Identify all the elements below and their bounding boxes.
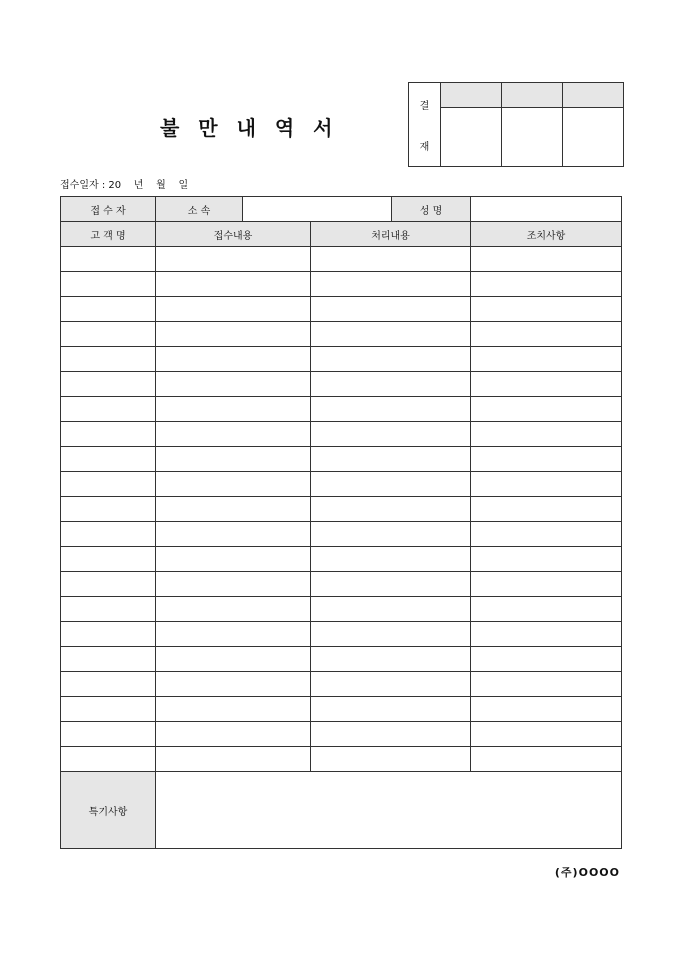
customer-cell[interactable]	[61, 422, 156, 447]
approval-header-cell-3	[563, 83, 624, 108]
processed-content-cell[interactable]	[311, 522, 471, 547]
action-cell[interactable]	[471, 672, 622, 697]
action-cell[interactable]	[471, 247, 622, 272]
approval-box	[408, 82, 624, 167]
processed-content-cell[interactable]	[311, 372, 471, 397]
dept-field[interactable]	[243, 197, 392, 222]
received-content-cell[interactable]	[156, 597, 311, 622]
received-content-cell[interactable]	[156, 272, 311, 297]
customer-cell[interactable]	[61, 597, 156, 622]
processed-content-cell[interactable]	[311, 247, 471, 272]
notes-label: 특기사항	[61, 772, 156, 849]
customer-cell[interactable]	[61, 747, 156, 772]
column-header-processed: 처리내용	[311, 222, 471, 247]
column-header-action: 조치사항	[471, 222, 622, 247]
column-header-received: 접수내용	[156, 222, 311, 247]
action-cell[interactable]	[471, 447, 622, 472]
document-title: 불 만 내 역 서	[160, 116, 339, 140]
table-row	[61, 297, 622, 322]
customer-cell[interactable]	[61, 397, 156, 422]
customer-cell[interactable]	[61, 372, 156, 397]
table-row	[61, 397, 622, 422]
received-content-cell[interactable]	[156, 672, 311, 697]
customer-cell[interactable]	[61, 722, 156, 747]
customer-cell[interactable]	[61, 347, 156, 372]
processed-content-cell[interactable]	[311, 647, 471, 672]
received-content-cell[interactable]	[156, 697, 311, 722]
dept-label: 소 속	[156, 197, 243, 222]
table-row	[61, 647, 622, 672]
received-content-cell[interactable]	[156, 347, 311, 372]
processed-content-cell[interactable]	[311, 572, 471, 597]
received-content-cell[interactable]	[156, 622, 311, 647]
customer-cell[interactable]	[61, 647, 156, 672]
received-content-cell[interactable]	[156, 722, 311, 747]
table-row	[61, 572, 622, 597]
processed-content-cell[interactable]	[311, 547, 471, 572]
column-header-customer: 고 객 명	[61, 222, 156, 247]
name-field[interactable]	[471, 197, 622, 222]
table-row	[61, 447, 622, 472]
customer-cell[interactable]	[61, 572, 156, 597]
processed-content-cell[interactable]	[311, 497, 471, 522]
received-content-cell[interactable]	[156, 572, 311, 597]
notes-field[interactable]	[156, 772, 622, 849]
table-row	[61, 247, 622, 272]
processed-content-cell[interactable]	[311, 422, 471, 447]
table-row	[61, 422, 622, 447]
processed-content-cell[interactable]	[311, 272, 471, 297]
customer-cell[interactable]	[61, 322, 156, 347]
approval-label-top: 결	[419, 100, 430, 112]
received-content-cell[interactable]	[156, 472, 311, 497]
table-row	[61, 497, 622, 522]
received-content-cell[interactable]	[156, 247, 311, 272]
approval-sign-cell-1[interactable]	[441, 108, 502, 167]
action-cell[interactable]	[471, 397, 622, 422]
receipt-date[interactable]: 접수일자 : 20 년 월 일	[60, 180, 189, 191]
customer-cell[interactable]	[61, 697, 156, 722]
processed-content-cell[interactable]	[311, 447, 471, 472]
action-cell[interactable]	[471, 622, 622, 647]
table-row	[61, 672, 622, 697]
processed-content-cell[interactable]	[311, 722, 471, 747]
processed-content-cell[interactable]	[311, 322, 471, 347]
company-name: (주)OOOO	[554, 866, 620, 879]
approval-sign-cell-3[interactable]	[563, 108, 624, 167]
action-cell[interactable]	[471, 697, 622, 722]
customer-cell[interactable]	[61, 547, 156, 572]
processed-content-cell[interactable]	[311, 747, 471, 772]
received-content-cell[interactable]	[156, 522, 311, 547]
processed-content-cell[interactable]	[311, 472, 471, 497]
processed-content-cell[interactable]	[311, 697, 471, 722]
customer-cell[interactable]	[61, 297, 156, 322]
customer-cell[interactable]	[61, 247, 156, 272]
approval-label	[409, 83, 441, 167]
name-label: 성 명	[392, 197, 471, 222]
customer-cell[interactable]	[61, 497, 156, 522]
processed-content-cell[interactable]	[311, 347, 471, 372]
action-cell[interactable]	[471, 472, 622, 497]
table-row	[61, 272, 622, 297]
table-row	[61, 597, 622, 622]
action-cell[interactable]	[471, 297, 622, 322]
approval-header-cell-1	[441, 83, 502, 108]
received-content-cell[interactable]	[156, 747, 311, 772]
complaint-table	[60, 196, 622, 849]
received-content-cell[interactable]	[156, 372, 311, 397]
action-cell[interactable]	[471, 347, 622, 372]
received-content-cell[interactable]	[156, 422, 311, 447]
table-row	[61, 547, 622, 572]
processed-content-cell[interactable]	[311, 297, 471, 322]
notes-row	[61, 772, 622, 849]
received-content-cell[interactable]	[156, 397, 311, 422]
customer-cell[interactable]	[61, 672, 156, 697]
action-cell[interactable]	[471, 272, 622, 297]
customer-cell[interactable]	[61, 522, 156, 547]
approval-label-bottom: 재	[419, 141, 430, 153]
table-row	[61, 347, 622, 372]
action-cell[interactable]	[471, 647, 622, 672]
action-cell[interactable]	[471, 747, 622, 772]
table-row	[61, 697, 622, 722]
table-row	[61, 522, 622, 547]
action-cell[interactable]	[471, 322, 622, 347]
action-cell[interactable]	[471, 597, 622, 622]
received-content-cell[interactable]	[156, 297, 311, 322]
received-content-cell[interactable]	[156, 447, 311, 472]
processed-content-cell[interactable]	[311, 597, 471, 622]
processed-content-cell[interactable]	[311, 622, 471, 647]
table-row	[61, 322, 622, 347]
action-cell[interactable]	[471, 522, 622, 547]
table-row	[61, 722, 622, 747]
approval-header-cell-2	[502, 83, 563, 108]
receiver-label: 접 수 자	[61, 197, 156, 222]
table-row	[61, 372, 622, 397]
action-cell[interactable]	[471, 547, 622, 572]
customer-cell[interactable]	[61, 447, 156, 472]
received-content-cell[interactable]	[156, 322, 311, 347]
approval-sign-cell-2[interactable]	[502, 108, 563, 167]
customer-cell[interactable]	[61, 472, 156, 497]
action-cell[interactable]	[471, 572, 622, 597]
action-cell[interactable]	[471, 372, 622, 397]
table-row	[61, 747, 622, 772]
action-cell[interactable]	[471, 422, 622, 447]
customer-cell[interactable]	[61, 622, 156, 647]
customer-cell[interactable]	[61, 272, 156, 297]
received-content-cell[interactable]	[156, 647, 311, 672]
table-row	[61, 622, 622, 647]
table-row	[61, 472, 622, 497]
action-cell[interactable]	[471, 722, 622, 747]
processed-content-cell[interactable]	[311, 672, 471, 697]
received-content-cell[interactable]	[156, 547, 311, 572]
action-cell[interactable]	[471, 497, 622, 522]
received-content-cell[interactable]	[156, 497, 311, 522]
processed-content-cell[interactable]	[311, 397, 471, 422]
